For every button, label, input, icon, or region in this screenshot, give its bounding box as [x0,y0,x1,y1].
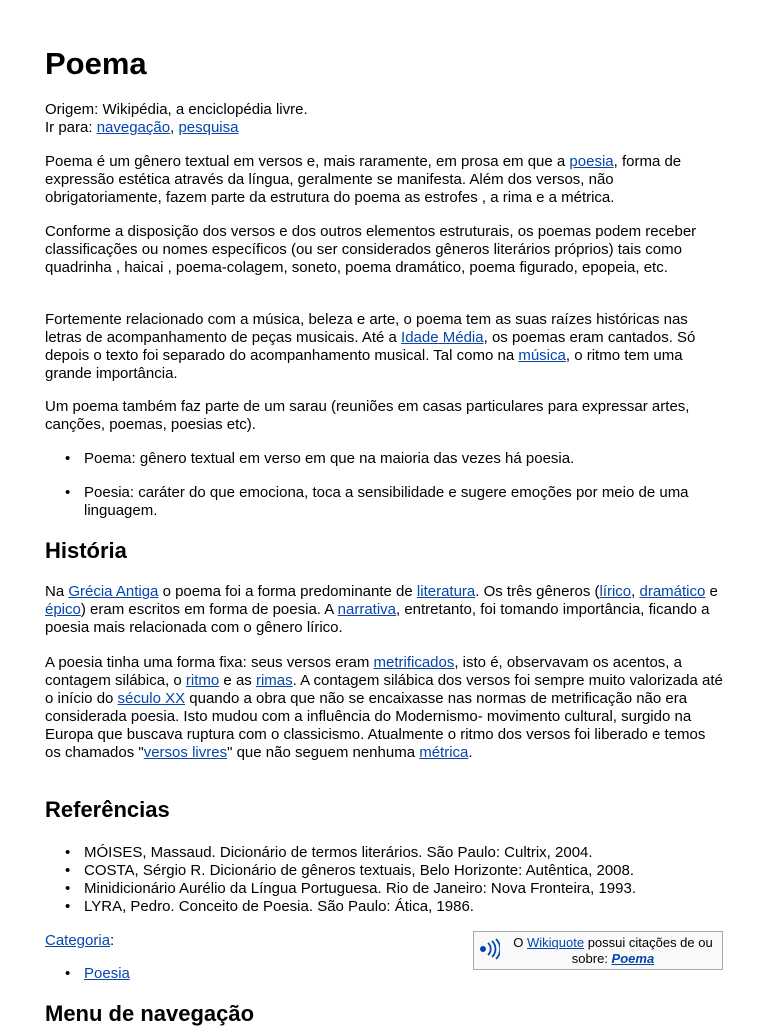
text: O [513,935,527,950]
text: , entretanto, foi tomando importância, ficando a poesia mais relacionada com o gênero lírico. [45,601,710,636]
intro-paragraph [45,153,725,207]
wikiquote-icon [478,938,500,960]
link-idade-media[interactable]: Idade Média [401,329,484,346]
page-title: Poema [45,46,147,81]
category-label [45,932,345,950]
reference-item: • COSTA, Sérgio R. Dicionário de gêneros textuais, Belo Horizonte: Autêntica, 2008. [45,862,725,880]
sarau-paragraph: Um poema também faz parte de um sarau (reuniões em casas particulares para expressar artes, canções, poemas, poesias etc). [45,398,690,433]
section-heading-menu: Menu de navegação [45,1001,255,1026]
text: , o ritmo tem uma grande importância. [45,347,683,382]
historia-paragraph-1 [45,583,725,637]
text: , forma de expressão estética através da língua, geralmente se manifesta. Além dos versos, não obrigatoriamente, fazem parte da estrutura do poema as estrofes , a rima e a métrica. [45,153,682,206]
link-wikiquote-poema[interactable]: Poema [611,951,655,966]
text: quando a obra que não se encaixasse nas normas de metrificação não era considerada poesia. Isto mudou com a influência do Modernismo- movimento cultural, surgido na Europa que buscava ruptura com o classicismo. Atualmente o ritmo dos versos foi liberado e temos os chamados " [45,690,706,761]
reference-item: • Minidicionário Aurélio da Língua Portuguesa. Rio de Janeiro: Nova Fronteira, 1993. [45,880,725,898]
text: " que não seguem nenhuma [227,744,420,761]
nav-link[interactable]: navegação [96,119,171,136]
link-grecia-antiga[interactable]: Grécia Antiga [68,583,159,600]
link-metrificados[interactable]: metrificados [373,654,455,671]
link-versos-livres[interactable]: versos livres [143,744,228,761]
section-heading-referencias: Referências [45,797,170,822]
section-heading-historia: História [45,538,127,563]
text: . A contagem silábica dos versos foi sempre muito valorizada até o início do [45,672,723,707]
classification-paragraph: Conforme a disposição dos versos e dos outros elementos estruturais, os poemas podem receber classificações ou nomes específicos (ou ser considerados gêneros literários próprios) tais como quadrinha , haicai , poema-colagem, soneto, poema dramático, poema figurado, epopeia, etc. [45,223,697,276]
link-narrativa[interactable]: narrativa [337,601,396,618]
text: . Os três gêneros ( [475,583,600,600]
list-item: • Poesia: caráter do que emociona, toca a sensibilidade e sugere emoções por meio de uma linguagem. [45,484,725,520]
text: , isto é, observavam os acentos, a contagem silábica, o [45,654,682,689]
origin-line: Origem: Wikipédia, a enciclopédia livre. [45,101,308,118]
link-poesia[interactable]: poesia [569,153,614,170]
music-paragraph [45,311,725,383]
text: : [110,932,115,949]
reference-item: • MÓISES, Massaud. Dicionário de termos literários. São Paulo: Cultrix, 2004. [45,844,725,862]
text: possui citações de ou sobre: [571,935,713,966]
link-lirico[interactable]: lírico [599,583,632,600]
link-ritmo[interactable]: ritmo [185,672,220,689]
text: Poema é um gênero textual em versos e, mais raramente, em prosa em que a [45,153,570,170]
text: Fortemente relacionado com a música, beleza e arte, o poema tem as suas raízes históricas nas letras de acompanhamento de peças musicais. Até a [45,311,688,346]
text: o poema foi a forma predominante de [158,583,417,600]
jump-links [45,119,725,137]
link-literatura[interactable]: literatura [416,583,476,600]
link-categoria[interactable]: Categoria [45,932,111,949]
list-item: • Poema: gênero textual em verso em que na maioria das vezes há poesia. [45,450,725,468]
text: , os poemas eram cantados. Só depois o texto foi separado do acompanhamento musical. Tal como na [45,329,696,364]
historia-paragraph-2 [45,654,725,762]
category-list [45,965,345,983]
link-musica[interactable]: música [518,347,566,364]
link-metrica[interactable]: métrica [419,744,469,761]
wikiquote-box [473,931,723,970]
text: ) eram escritos em forma de poesia. A [80,601,338,618]
text: A poesia tinha uma forma fixa: seus versos eram [45,654,374,671]
jump-prefix: Ir para: [45,119,97,136]
references-list [45,844,725,916]
link-dramatico[interactable]: dramático [639,583,706,600]
definition-list [45,450,725,520]
text: e as [219,672,256,689]
link-rimas[interactable]: rimas [255,672,293,689]
text: Na [45,583,69,600]
text: e [705,583,718,600]
search-link[interactable]: pesquisa [178,119,239,136]
link-category-poesia[interactable]: Poesia [84,965,130,982]
category-item [45,965,345,983]
link-epico[interactable]: épico [45,601,81,618]
link-seculo-xx[interactable]: século XX [117,690,186,707]
link-wikiquote[interactable]: Wikiquote [527,935,585,950]
text: . [468,744,473,761]
wikiquote-text [508,935,718,967]
text: , [631,583,640,600]
jump-separator: , [170,119,179,136]
reference-item: • LYRA, Pedro. Conceito de Poesia. São Paulo: Ática, 1986. [45,898,725,916]
